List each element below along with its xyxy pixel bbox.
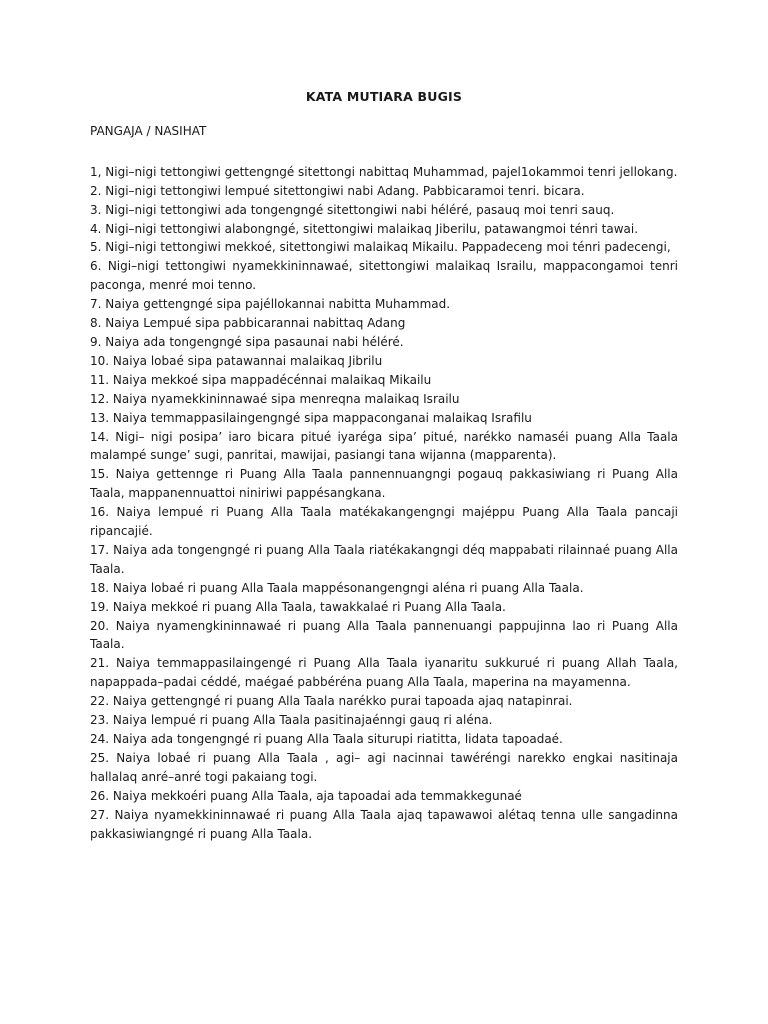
paragraph-24: 24. Naiya ada tongengngé ri puang Alla Taala siturupi riatitta, lidata tapoadaé.	[90, 732, 563, 746]
paragraph-2: 2. Nigi–nigi tettongiwi lempué sitettongiwi nabi Adang. Pabbicaramoi tenri. bicara.	[90, 183, 585, 198]
paragraph-27: 27. Naiya nyamekkininnawaé ri puang Alla Taala ajaq tapawawoi alétaq tenna ulle sangadinna pakkasiwiangngé ri puang Alla Taala.	[90, 807, 678, 841]
paragraph-4: 4. Nigi–nigi tettongiwi alabongngé, sitettongiwi malaikaq Jiberilu, patawangmoi ténri tawai.	[90, 221, 639, 236]
paragraph-3: 3. Nigi–nigi tettongiwi ada tongengngé sitettongiwi nabi héléré, pasauq moi tenri sauq.	[90, 202, 615, 217]
paragraph-1: 1, Nigi–nigi tettongiwi gettengngé sitettongi nabittaq Muhammad, pajel1okammoi tenri jellokang.	[90, 164, 678, 179]
document-title: KATA MUTIARA BUGIS	[305, 89, 463, 104]
paragraph-7: 7. Naiya gettengngé sipa pajéllokannai nabitta Muhammad.	[90, 297, 451, 312]
paragraph-15: 15. Naiya gettennge ri Puang Alla Taala pannennuangngi pogauq pakkasiwiang ri Puang Alla Taala, mappanennuattoi niniriwi pappésangkana.	[90, 467, 678, 501]
paragraph-21: 21. Naiya temmappasilaingengé ri Puang Alla Taala iyanaritu sukkurué ri puang Allah Taala, napappada–padai céddé, maégaé pabbéréna puang Alla Taala, maperina na mayamenna.	[90, 656, 678, 690]
paragraph-8: 8. Naiya Lempué sipa pabbicarannai nabittaq Adang	[90, 316, 406, 331]
paragraph-13: 13. Naiya temmappasilaingengngé sipa mappaconganai malaikaq Israfilu	[90, 410, 532, 425]
paragraph-22: 22. Naiya gettengngé ri puang Alla Taala narékko purai tapoada ajaq natapinrai.	[90, 694, 573, 709]
document-page	[90, 88, 678, 843]
paragraph-18: 18. Naiya lobaé ri puang Alla Taala mappésonangengngi aléna ri puang Alla Taala.	[90, 580, 584, 595]
paragraph-26: 26. Naiya mekkoéri puang Alla Taala, aja tapoadai ada temmakkegunaé	[90, 788, 522, 803]
document-subtitle: PANGAJA / NASIHAT	[90, 123, 207, 138]
paragraph-25: 25. Naiya lobaé ri puang Alla Taala , agi– agi nacinnai tawéréngi narekko engkai nasitinaja hallalaq anré–anré togi pakaiang togi.	[90, 750, 678, 784]
paragraph-17: 17. Naiya ada tongengngé ri puang Alla Taala riatékakangngi déq mappabati rilainnaé puang Alla Taala.	[90, 542, 678, 576]
paragraph-20: 20. Naiya nyamengkininnawaé ri puang Alla Taala pannenuangi pappujinna lao ri Puang Alla Taala.	[90, 618, 678, 652]
paragraph-16: 16. Naiya lempué ri Puang Alla Taala matékakangengngi majéppu Puang Alla Taala pancaji ripancajié.	[90, 505, 678, 539]
paragraph-6: 6. Nigi–nigi tettongiwi nyamekkininnawaé, sitettongiwi malaikaq Israilu, mappacongamoi tenri paconga, menré moi tenno.	[90, 259, 678, 293]
paragraph-5: 5. Nigi–nigi tettongiwi mekkoé, sitettongiwi malaikaq Mikailu. Pappadeceng moi ténri padecengi,	[90, 240, 671, 255]
paragraph-12: 12. Naiya nyamekkininnawaé sipa menreqna malaikaq Israilu	[90, 391, 460, 406]
paragraph-23: 23. Naiya lempué ri puang Alla Taala pasitinajaénngi gauq ri aléna.	[90, 713, 493, 728]
paragraph-10: 10. Naiya lobaé sipa patawannai malaikaq Jibrilu	[90, 353, 383, 368]
paragraph-9: 9. Naiya ada tongengngé sipa pasaunai nabi héléré.	[90, 334, 404, 349]
paragraph-19: 19. Naiya mekkoé ri puang Alla Taala, tawakkalaé ri Puang Alla Taala.	[90, 599, 506, 614]
paragraph-14: 14. Nigi– nigi posipa’ iaro bicara pitué iyaréga sipa’ pitué, narékko namaséi puang Alla Taala malampé sunge’ sugi, panritai, mawijai, pasiangi tana wijanna (mapparenta).	[90, 429, 678, 463]
paragraph-11: 11. Naiya mekkoé sipa mappadécénnai malaikaq Mikailu	[90, 372, 432, 387]
paragraph-list	[90, 163, 678, 844]
